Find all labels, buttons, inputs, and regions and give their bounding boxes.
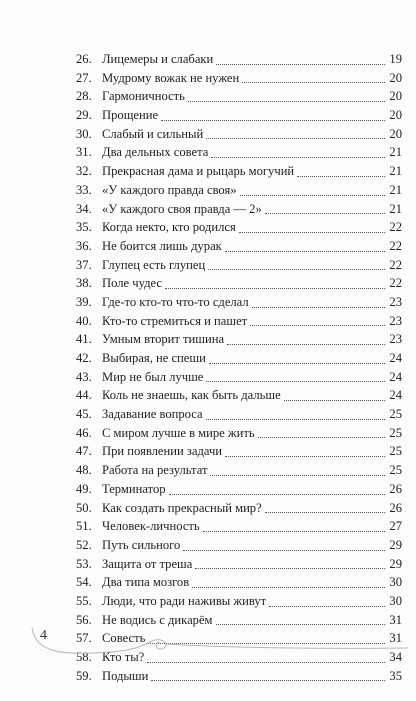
- toc-entry-title: Не боится лишь дурак: [102, 238, 222, 253]
- table-of-contents: [76, 50, 402, 685]
- toc-entry-page: 19: [389, 52, 402, 66]
- toc-entry: [76, 517, 402, 536]
- toc-entry-title: Не водись с дикарём: [102, 612, 213, 627]
- toc-entry-page: 25: [389, 463, 402, 478]
- toc-entry-number: 59.: [76, 668, 92, 683]
- toc-entry: [76, 181, 402, 200]
- dot-leader: [258, 437, 385, 438]
- toc-entry-page: 24: [389, 351, 402, 365]
- toc-entry-title: Где-то кто-то что-то сделал: [102, 294, 249, 309]
- toc-entry-number: 42.: [76, 351, 92, 365]
- toc-entry-title: Умным вторит тишина: [102, 332, 225, 347]
- dot-leader: [206, 381, 385, 382]
- dot-leader: [242, 82, 385, 83]
- toc-entry-title: Люди, что ради наживы живут: [102, 593, 267, 608]
- page-number: 4: [40, 628, 47, 643]
- toc-entry-page: 24: [389, 388, 402, 403]
- toc-entry-title: Защита от треша: [102, 556, 193, 571]
- dot-leader: [211, 157, 385, 158]
- toc-entry-title: Лицемеры и слабаки: [102, 52, 214, 66]
- toc-entry-number: 53.: [76, 556, 92, 571]
- toc-entry-number: 47.: [76, 444, 92, 459]
- toc-entry-number: 50.: [76, 500, 92, 515]
- toc-entry-number: 54.: [76, 575, 92, 590]
- toc-entry-title: «У каждого своя правда — 2»: [102, 201, 262, 216]
- toc-entry-title: При появлении задачи: [102, 444, 223, 459]
- dot-leader: [227, 344, 385, 345]
- toc-entry-title: Задавание вопроса: [102, 407, 203, 422]
- toc-entry-number: 51.: [76, 519, 92, 534]
- dot-leader: [208, 269, 385, 270]
- toc-entry: [76, 218, 402, 237]
- toc-entry-page: 23: [389, 332, 402, 347]
- toc-entry-title: Работа на результат: [102, 463, 208, 478]
- toc-entry-page: 25: [389, 425, 402, 440]
- dot-leader: [210, 475, 385, 476]
- toc-entry-number: 46.: [76, 425, 92, 440]
- dot-leader: [206, 419, 385, 420]
- toc-entry-number: 32.: [76, 164, 92, 179]
- toc-entry-number: 40.: [76, 313, 92, 328]
- toc-entry-title: Слабый и сильный: [102, 126, 204, 141]
- toc-entry: [76, 256, 402, 275]
- toc-entry-title: Кто-то стремиться и пашет: [102, 313, 248, 328]
- dot-leader: [216, 64, 385, 65]
- toc-entry: [76, 667, 402, 686]
- toc-entry-page: 31: [389, 612, 402, 627]
- toc-entry-number: 38.: [76, 276, 92, 291]
- toc-entry-number: 41.: [76, 332, 92, 347]
- dot-leader: [265, 213, 385, 214]
- dot-leader: [269, 606, 385, 607]
- toc-entry-number: 27.: [76, 70, 92, 85]
- toc-entry-number: 29.: [76, 108, 92, 123]
- toc-entry-page: 34: [389, 650, 402, 664]
- toc-entry: [76, 50, 402, 69]
- toc-entry-title: Путь сильного: [102, 537, 181, 552]
- toc-entry: [76, 573, 402, 592]
- toc-entry: [76, 162, 402, 181]
- toc-entry-number: 57.: [76, 631, 92, 646]
- toc-entry-number: 52.: [76, 537, 92, 552]
- dot-leader: [183, 550, 385, 551]
- toc-entry: [76, 405, 402, 424]
- toc-entry-title: Два типа мозгов: [102, 575, 190, 590]
- dot-leader: [240, 195, 385, 196]
- toc-entry-title: Мир не был лучше: [102, 369, 204, 384]
- toc-entry-page: 22: [389, 276, 402, 291]
- toc-entry-title: С миром лучше в мире жить: [102, 425, 255, 440]
- toc-entry-number: 45.: [76, 407, 92, 422]
- toc-entry: [76, 480, 402, 499]
- dot-leader: [297, 176, 385, 177]
- toc-entry: [76, 330, 402, 349]
- toc-entry-title: Коль не знаешь, как быть дальше: [102, 388, 281, 403]
- toc-entry-page: 26: [389, 500, 402, 515]
- toc-entry: [76, 461, 402, 480]
- toc-entry: [76, 200, 402, 219]
- toc-entry-number: 36.: [76, 238, 92, 253]
- toc-entry-title: Подыши: [102, 668, 149, 683]
- toc-entry: [76, 274, 402, 293]
- toc-entry-page: 23: [389, 313, 402, 328]
- toc-entry-title: «У каждого правда своя»: [102, 182, 237, 197]
- toc-entry-page: 25: [389, 407, 402, 422]
- toc-entry: [76, 592, 402, 611]
- toc-entry-page: 24: [389, 369, 402, 384]
- toc-entry-number: 48.: [76, 463, 92, 478]
- dot-leader: [203, 531, 385, 532]
- dot-leader: [188, 101, 385, 102]
- toc-entry-number: 49.: [76, 481, 92, 496]
- toc-entry-title: Совесть: [102, 631, 146, 646]
- toc-entry-page: 29: [389, 537, 402, 552]
- toc-entry-page: 26: [389, 481, 402, 496]
- dot-leader: [265, 512, 385, 513]
- toc-entry-number: 30.: [76, 126, 92, 141]
- toc-entry-number: 58.: [76, 650, 92, 664]
- toc-entry: [76, 87, 402, 106]
- toc-entry-page: 31: [389, 631, 402, 646]
- toc-entry-page: 20: [389, 70, 402, 85]
- dot-leader: [209, 363, 385, 364]
- ornament-flourish-icon: [30, 622, 410, 662]
- toc-entry-number: 37.: [76, 257, 92, 272]
- toc-entry: [76, 499, 402, 518]
- toc-entry: [76, 442, 402, 461]
- toc-entry: [76, 293, 402, 312]
- toc-entry: [76, 555, 402, 574]
- toc-entry-page: 20: [389, 108, 402, 123]
- toc-entry-title: Два дельных совета: [102, 145, 209, 160]
- toc-entry-number: 34.: [76, 201, 92, 216]
- toc-entry-title: Как создать прекрасный мир?: [102, 500, 262, 515]
- toc-entry-page: 20: [389, 89, 402, 104]
- dot-leader: [284, 400, 385, 401]
- dot-leader: [225, 456, 385, 457]
- toc-entry-number: 56.: [76, 612, 92, 627]
- toc-entry-number: 55.: [76, 593, 92, 608]
- page-footer: [30, 622, 410, 662]
- toc-entry-title: Прощение: [102, 108, 159, 123]
- toc-entry-title: Глупец есть глупец: [102, 257, 206, 272]
- toc-entry: [76, 106, 402, 125]
- toc-entry-page: 27: [389, 519, 402, 534]
- toc-entry-page: 21: [389, 201, 402, 216]
- dot-leader: [161, 120, 385, 121]
- toc-entry-page: 35: [389, 668, 402, 683]
- toc-entry-title: Мудрому вожак не нужен: [102, 70, 240, 85]
- toc-entry-page: 21: [389, 164, 402, 179]
- toc-entry-title: Кто ты?: [102, 650, 145, 664]
- dot-leader: [252, 307, 385, 308]
- toc-entry: [76, 536, 402, 555]
- toc-entry-title: Прекрасная дама и рыцарь могучий: [102, 164, 295, 179]
- dot-leader: [206, 138, 385, 139]
- toc-entry-number: 44.: [76, 388, 92, 403]
- dot-leader: [250, 325, 385, 326]
- toc-entry-page: 22: [389, 238, 402, 253]
- toc-entry-number: 26.: [76, 52, 92, 66]
- toc-entry-page: 22: [389, 257, 402, 272]
- dot-leader: [195, 568, 385, 569]
- toc-entry-number: 39.: [76, 294, 92, 309]
- toc-entry-title: Поле чудес: [102, 276, 162, 291]
- dot-leader: [165, 288, 385, 289]
- dot-leader: [151, 680, 385, 681]
- toc-entry-number: 35.: [76, 220, 92, 235]
- toc-entry-page: 23: [389, 294, 402, 309]
- toc-entry-number: 31.: [76, 145, 92, 160]
- toc-entry-number: 43.: [76, 369, 92, 384]
- toc-entry: [76, 368, 402, 387]
- toc-entry: [76, 125, 402, 144]
- toc-entry-page: 21: [389, 182, 402, 197]
- toc-entry-page: 30: [389, 575, 402, 590]
- toc-entry-page: 30: [389, 593, 402, 608]
- toc-entry: [76, 386, 402, 405]
- toc-entry-page: 29: [389, 556, 402, 571]
- toc-entry: [76, 237, 402, 256]
- toc-entry-page: 25: [389, 444, 402, 459]
- toc-entry-number: 33.: [76, 182, 92, 197]
- toc-entry-page: 21: [389, 145, 402, 160]
- dot-leader: [239, 232, 385, 233]
- toc-entry-page: 22: [389, 220, 402, 235]
- dot-leader: [192, 587, 385, 588]
- toc-entry: [76, 69, 402, 88]
- toc-entry: [76, 349, 402, 368]
- toc-entry-title: Когда некто, кто родился: [102, 220, 236, 235]
- toc-entry: [76, 312, 402, 331]
- toc-entry-number: 28.: [76, 89, 92, 104]
- toc-entry: [76, 143, 402, 162]
- toc-entry: [76, 424, 402, 443]
- toc-entry-title: Гармоничность: [102, 89, 185, 104]
- dot-leader: [169, 494, 385, 495]
- toc-entry-page: 20: [389, 126, 402, 141]
- toc-entry-title: Терминатор: [102, 481, 166, 496]
- toc-entry-title: Человек-личность: [102, 519, 200, 534]
- toc-entry-title: Выбирая, не спеши: [102, 351, 206, 365]
- dot-leader: [225, 251, 385, 252]
